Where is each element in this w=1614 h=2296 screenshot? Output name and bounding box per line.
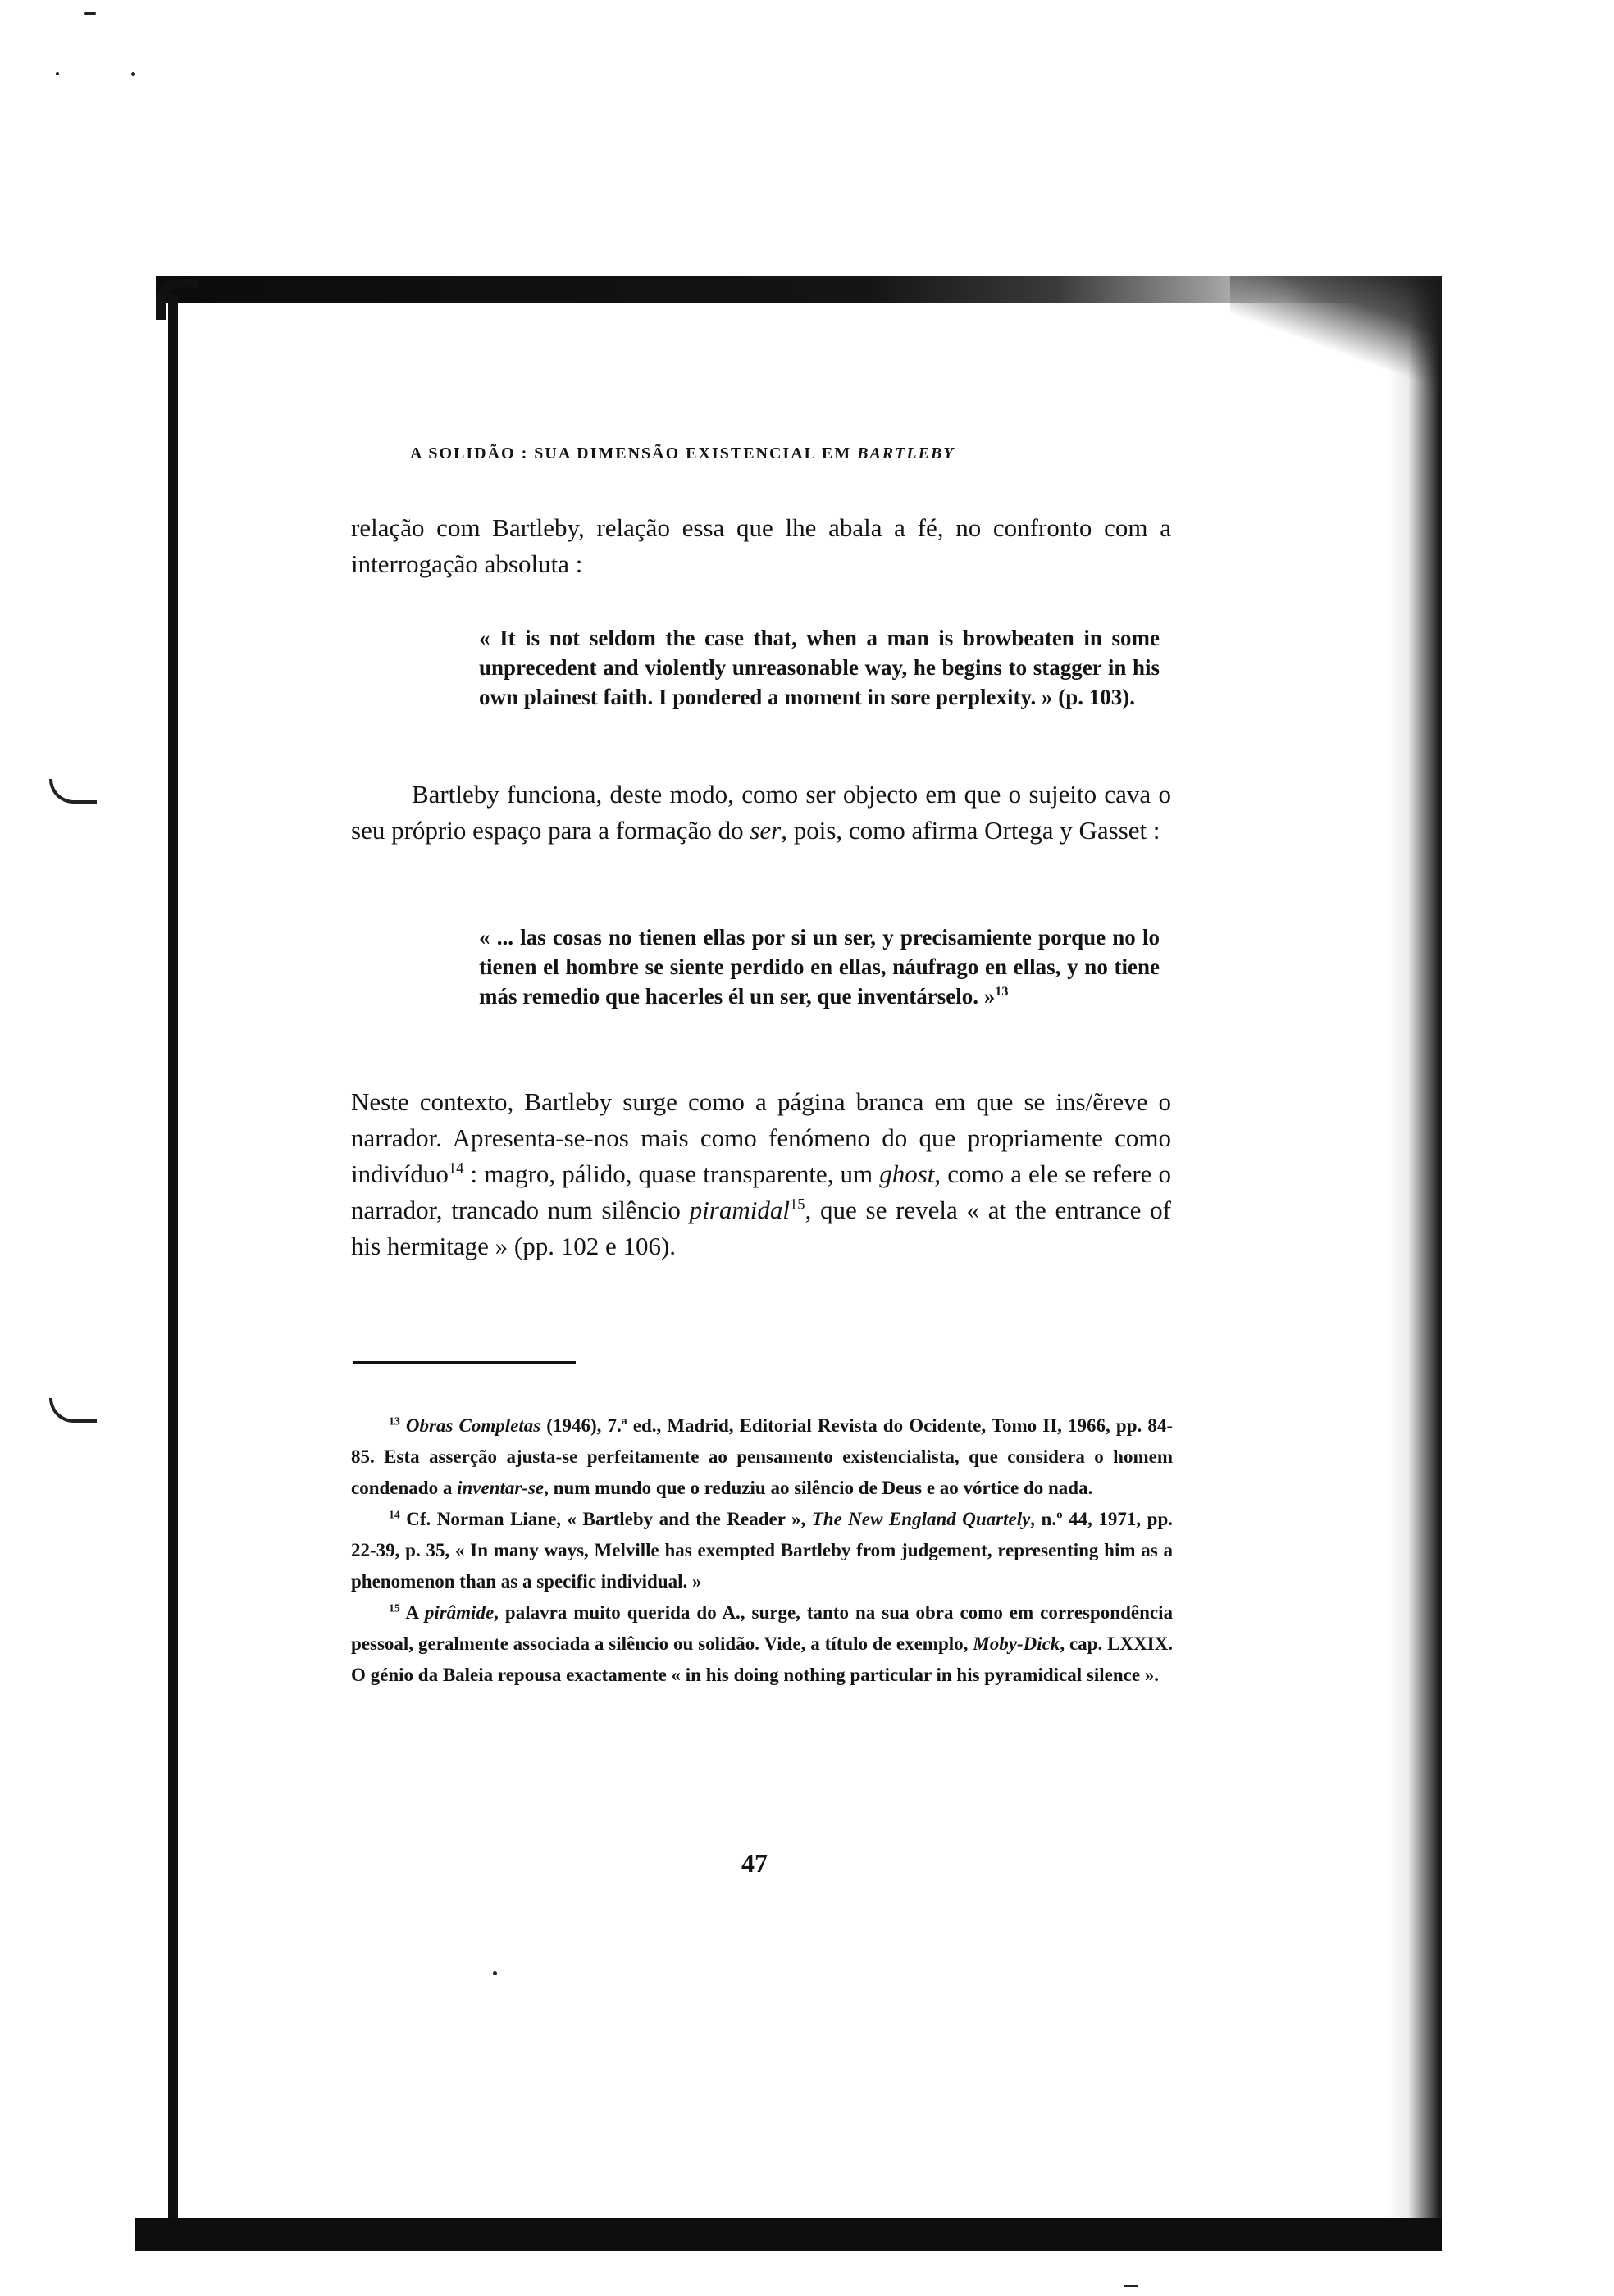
footnote-15-number: 15	[389, 1601, 400, 1615]
footnotes	[351, 1410, 1173, 1691]
footnote-ref-14: 14	[448, 1159, 464, 1178]
scan-speck	[56, 72, 59, 75]
paragraph-1: relação com Bartleby, relação essa que lhe abala a fé, no confronto com a interrogação absoluta :	[351, 513, 1171, 578]
scan-speck	[1124, 2285, 1138, 2287]
footnote-14-number: 14	[389, 1508, 400, 1521]
scan-speck	[84, 12, 96, 15]
scan-frame-left	[168, 295, 178, 2230]
footnote-13-number: 13	[389, 1414, 400, 1428]
paragraph-3-text-a: Neste contexto, Bartleby surge como a página branca em que se ins/ẽreve o narrador. Apresenta-se-nos mais como fenómeno do que propriamente como indivíduo	[351, 1087, 1171, 1188]
running-head	[410, 444, 1115, 463]
footnote-15-book: Moby-Dick	[973, 1633, 1060, 1654]
footnote-15-text-b: , palavra muito querida do A., surge, tanto na sua obra como em correspondência pessoal, geralmente associada a silêncio ou solidão. Vide, a título de exemplo,	[351, 1602, 1173, 1654]
scan-speck	[131, 72, 135, 76]
footnote-ref-15: 15	[789, 1196, 805, 1214]
footnote-15-text-c: , cap. LXXIX. O génio da Baleia repousa exactamente « in his doing nothing particular in his pyramidical silence ».	[351, 1633, 1173, 1685]
footnote-15-italic: pirâmide	[424, 1602, 495, 1623]
paragraph-3	[351, 1084, 1171, 1264]
footnote-14-text-a: Cf. Norman Liane, « Bartleby and the Reader »,	[399, 1509, 812, 1529]
paragraph-3-piramidal: piramidal	[689, 1196, 790, 1224]
footnote-14-journal: The New England Quartely	[811, 1509, 1031, 1529]
paragraph-3-text-c: , como a ele se refere o narrador, trancado num silêncio	[351, 1159, 1171, 1224]
scan-frame-right	[1386, 279, 1442, 2251]
paragraph-2-italic: ser	[750, 816, 782, 845]
footnote-14-text-b: , n.º 44, 1971, pp. 22-39, p. 35, « In many ways, Melville has exempted Bartleby from judgement, representing him as a phenomenon than as a specific individual. »	[351, 1509, 1173, 1592]
scan-frame-bottom	[135, 2218, 1442, 2251]
footnote-13-text-a: (1946), 7.ª ed., Madrid, Editorial Revista do Ocidente, Tomo II, 1966, pp. 84-85. Esta asserção ajusta-se perfeitamente ao pensamento existencialista, que considera o homem condenado a	[351, 1415, 1173, 1498]
footnote-13	[351, 1410, 1173, 1504]
paragraph-3-ghost: ghost	[879, 1159, 935, 1188]
block-quote-1: « It is not seldom the case that, when a man is browbeaten in some unprecedent and violently unreasonable way, he begins to stagger in his own plainest faith. I pondered a moment in sore perplexity. » (p. 103).	[479, 626, 1160, 709]
footnote-ref-13: 13	[995, 984, 1009, 999]
paragraph-3-text-d: , que se revela « at the entrance of his hermitage » (pp. 102 e 106).	[351, 1196, 1171, 1260]
footnote-15	[351, 1597, 1173, 1691]
scan-speck	[493, 1971, 497, 1975]
footnote-14	[351, 1504, 1173, 1597]
running-head-italic: BARTLEBY	[857, 444, 955, 462]
paragraph-2-text-a: Bartleby funciona, deste modo, como ser objecto em que o sujeito cava o seu próprio espaço para a formação do	[351, 780, 1171, 845]
margin-mark	[49, 1398, 97, 1423]
page-number: 47	[741, 1848, 768, 1878]
block-quote-2-text: « ... las cosas no tienen ellas por si un ser, y precisamiente porque no lo tienen el hombre se siente perdido en ellas, náufrago en ellas, y no tiene más remedio que hacerles él un ser, que inventárselo. »	[479, 925, 1160, 1009]
footnote-15-text-a: A	[399, 1602, 425, 1623]
paragraph-2-text-b: , pois, como afirma Ortega y Gasset :	[781, 816, 1160, 845]
paragraph-2	[351, 777, 1171, 849]
footnote-13-italic: inventar-se	[457, 1478, 545, 1498]
footnote-13-title: Obras Completas	[405, 1415, 541, 1436]
running-head-text: A SOLIDÃO : SUA DIMENSÃO EXISTENCIAL EM	[410, 444, 852, 462]
block-quote-2	[479, 922, 1160, 1011]
footnote-13-text-b: , num mundo que o reduziu ao silêncio de Deus e ao vórtice do nada.	[544, 1478, 1093, 1498]
footnote-rule	[353, 1361, 576, 1364]
margin-mark	[49, 779, 97, 804]
paragraph-3-text-b: : magro, pálido, quase transparente, um	[463, 1159, 880, 1188]
